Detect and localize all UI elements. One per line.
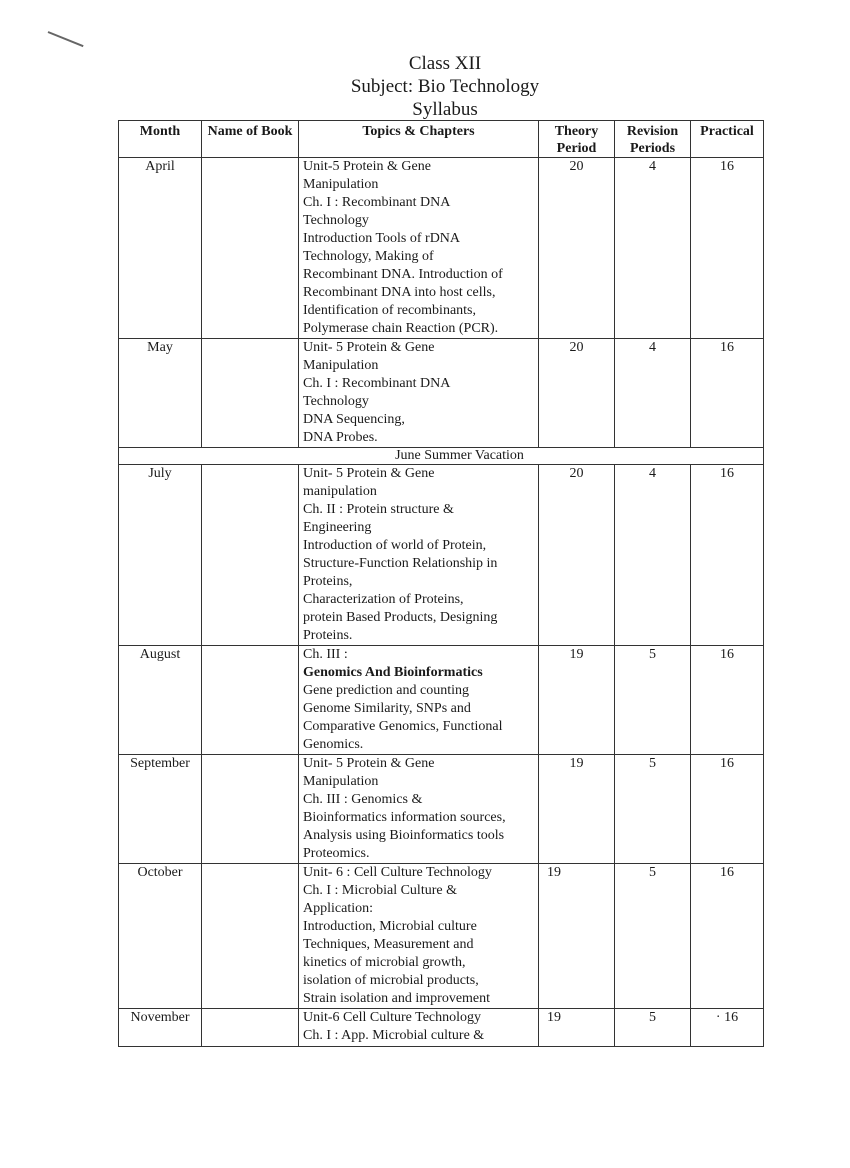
topic-line: Introduction, Microbial culture bbox=[303, 919, 477, 934]
column-header-month: Month bbox=[119, 121, 202, 158]
topic-line: Application: bbox=[303, 901, 373, 916]
book-cell bbox=[202, 158, 299, 339]
theory-cell: 19 bbox=[539, 755, 615, 864]
topic-line: Ch. I : Microbial Culture & bbox=[303, 883, 457, 898]
book-cell bbox=[202, 339, 299, 448]
revision-cell: 5 bbox=[615, 1009, 691, 1047]
vacation-note: June Summer Vacation bbox=[119, 448, 764, 465]
column-header-theory: Theory Period bbox=[539, 121, 615, 158]
topic-line: Manipulation bbox=[303, 177, 379, 192]
topic-line: Proteins. bbox=[303, 628, 353, 643]
topic-line: Bioinformatics information sources, bbox=[303, 810, 506, 825]
topic-line: isolation of microbial products, bbox=[303, 973, 479, 988]
vacation-row bbox=[119, 448, 764, 465]
topics-cell bbox=[299, 864, 539, 1009]
topic-line: Identification of recombinants, bbox=[303, 303, 476, 318]
topic-line: Genomics. bbox=[303, 737, 364, 752]
topic-line: Technology bbox=[303, 213, 369, 228]
topics-cell bbox=[299, 158, 539, 339]
topic-line: kinetics of microbial growth, bbox=[303, 955, 466, 970]
topics-cell bbox=[299, 465, 539, 646]
topic-line: Introduction Tools of rDNA bbox=[303, 231, 461, 246]
topic-line: Technology, Making of bbox=[303, 249, 434, 264]
revision-cell: 4 bbox=[615, 158, 691, 339]
book-cell bbox=[202, 646, 299, 755]
topic-line: Manipulation bbox=[303, 358, 379, 373]
topic-line: Structure-Function Relationship in bbox=[303, 556, 498, 571]
topics-cell bbox=[299, 1009, 539, 1047]
topic-line: Engineering bbox=[303, 520, 372, 535]
book-cell bbox=[202, 1009, 299, 1047]
topic-line: Characterization of Proteins, bbox=[303, 592, 464, 607]
subject-title: Subject: Bio Technology bbox=[350, 76, 540, 97]
theory-cell: 19 bbox=[539, 646, 615, 755]
topic-line: Manipulation bbox=[303, 774, 379, 789]
month-cell: May bbox=[119, 339, 202, 448]
topic-line: Genome Similarity, SNPs and bbox=[303, 701, 471, 716]
topic-line: Recombinant DNA. Introduction of bbox=[303, 267, 503, 282]
class-title: Class XII bbox=[408, 53, 482, 74]
topic-line: Ch. II : Protein structure & bbox=[303, 502, 454, 517]
theory-cell: 20 bbox=[539, 158, 615, 339]
topic-line: Polymerase chain Reaction (PCR). bbox=[303, 321, 499, 336]
month-cell: September bbox=[119, 755, 202, 864]
scan-mark bbox=[48, 31, 84, 47]
revision-cell: 5 bbox=[615, 755, 691, 864]
topic-line: Unit- 5 Protein & Gene bbox=[303, 340, 435, 355]
book-cell bbox=[202, 864, 299, 1009]
column-header-book: Name of Book bbox=[202, 121, 299, 158]
syllabus-heading: Syllabus bbox=[412, 99, 478, 120]
topic-line: Ch. I : Recombinant DNA bbox=[303, 195, 451, 210]
topic-line: Unit- 6 : Cell Culture Technology bbox=[303, 865, 492, 880]
practical-cell: 16 bbox=[691, 755, 764, 864]
theory-cell: 20 bbox=[539, 339, 615, 448]
table-row bbox=[119, 158, 764, 339]
topic-line: Technology bbox=[303, 394, 369, 409]
book-cell bbox=[202, 755, 299, 864]
month-cell: October bbox=[119, 864, 202, 1009]
topics-cell bbox=[299, 755, 539, 864]
table-row bbox=[119, 646, 764, 755]
table-header-row bbox=[119, 121, 764, 158]
book-cell bbox=[202, 465, 299, 646]
topic-line: Gene prediction and counting bbox=[303, 683, 470, 698]
topic-line: Strain isolation and improvement bbox=[303, 991, 491, 1006]
practical-cell: 16 bbox=[691, 864, 764, 1009]
month-cell: November bbox=[119, 1009, 202, 1047]
topic-line: Unit-6 Cell Culture Technology bbox=[303, 1010, 482, 1025]
practical-cell: 16 bbox=[691, 158, 764, 339]
topics-cell bbox=[299, 339, 539, 448]
topic-line: Proteins, bbox=[303, 574, 353, 589]
revision-cell: 5 bbox=[615, 646, 691, 755]
column-header-topics: Topics & Chapters bbox=[299, 121, 539, 158]
topic-line: Unit- 5 Protein & Gene bbox=[303, 756, 435, 771]
theory-cell: 19 bbox=[539, 1009, 615, 1047]
topic-line: Techniques, Measurement and bbox=[303, 937, 474, 952]
practical-cell: 16 bbox=[691, 465, 764, 646]
month-cell: July bbox=[119, 465, 202, 646]
table-row bbox=[119, 465, 764, 646]
table-row bbox=[119, 755, 764, 864]
topic-line: Analysis using Bioinformatics tools bbox=[303, 828, 505, 843]
syllabus-table bbox=[118, 120, 764, 1047]
topic-line: DNA Sequencing, bbox=[303, 412, 405, 427]
document-header bbox=[0, 52, 850, 121]
topic-line: Recombinant DNA into host cells, bbox=[303, 285, 496, 300]
topic-line: Unit-5 Protein & Gene bbox=[303, 159, 431, 174]
topic-line: DNA Probes. bbox=[303, 430, 378, 445]
revision-cell: 5 bbox=[615, 864, 691, 1009]
topic-line: Ch. I : Recombinant DNA bbox=[303, 376, 451, 391]
practical-cell: · 16 bbox=[691, 1009, 764, 1047]
column-header-revision: Revision Periods bbox=[615, 121, 691, 158]
topic-line: Ch. III : Genomics & bbox=[303, 792, 423, 807]
topic-line: Proteomics. bbox=[303, 846, 370, 861]
topic-line-bold: Genomics And Bioinformatics bbox=[303, 665, 483, 680]
theory-cell: 19 bbox=[539, 864, 615, 1009]
topic-line: Unit- 5 Protein & Gene bbox=[303, 466, 435, 481]
column-header-practical: Practical bbox=[691, 121, 764, 158]
topic-line: Ch. III : bbox=[303, 647, 348, 662]
topic-line: Comparative Genomics, Functional bbox=[303, 719, 503, 734]
revision-cell: 4 bbox=[615, 465, 691, 646]
topic-line: Ch. I : App. Microbial culture & bbox=[303, 1028, 485, 1043]
topics-cell bbox=[299, 646, 539, 755]
practical-cell: 16 bbox=[691, 646, 764, 755]
revision-cell: 4 bbox=[615, 339, 691, 448]
table-row bbox=[119, 339, 764, 448]
theory-cell: 20 bbox=[539, 465, 615, 646]
month-cell: April bbox=[119, 158, 202, 339]
topic-line: protein Based Products, Designing bbox=[303, 610, 498, 625]
topic-line: manipulation bbox=[303, 484, 377, 499]
month-cell: August bbox=[119, 646, 202, 755]
practical-cell: 16 bbox=[691, 339, 764, 448]
topic-line: Introduction of world of Protein, bbox=[303, 538, 487, 553]
table-row bbox=[119, 1009, 764, 1047]
table-row bbox=[119, 864, 764, 1009]
